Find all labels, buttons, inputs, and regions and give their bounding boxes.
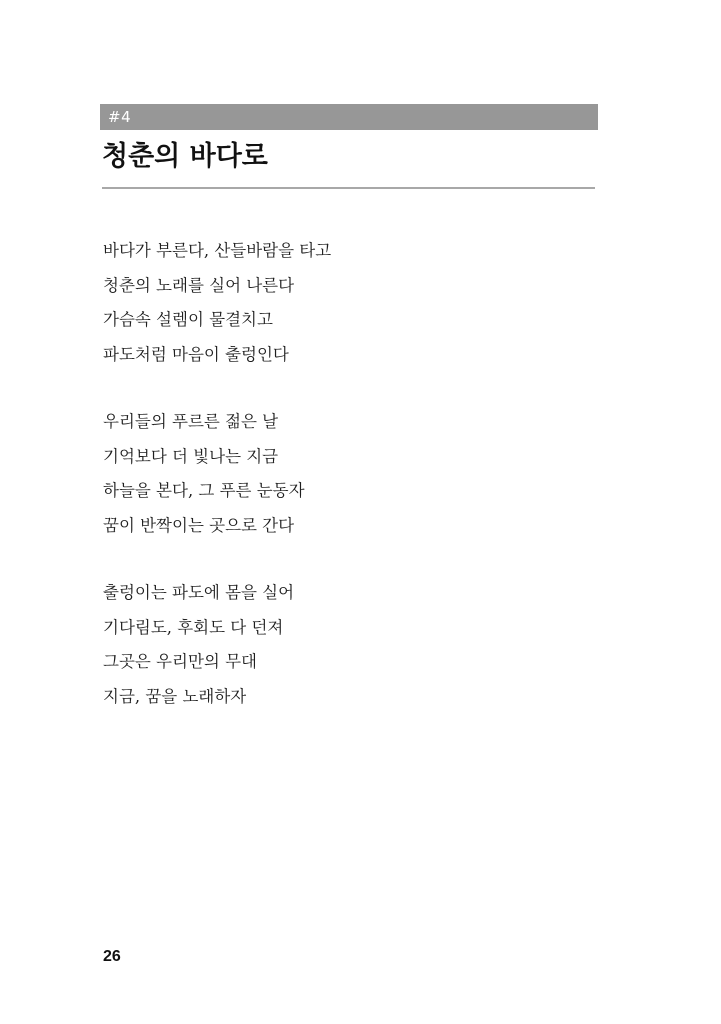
page-number: 26 xyxy=(103,948,121,965)
poem-title: 청춘의 바다로 xyxy=(102,141,268,172)
verse-line: 기다림도, 후회도 다 던져 xyxy=(103,617,284,637)
chapter-label-bar xyxy=(100,104,598,130)
verse-line: 파도처럼 마음이 출렁인다 xyxy=(103,344,289,364)
poem-body xyxy=(103,234,583,747)
stanza xyxy=(103,234,583,372)
verse-line: 하늘을 본다, 그 푸른 눈동자 xyxy=(103,481,305,500)
verse-line: 기억보다 더 빛나는 지금 xyxy=(103,446,279,466)
verse-line: 지금, 꿈을 노래하자 xyxy=(103,686,247,706)
title-divider xyxy=(102,187,595,189)
verse-line: 가슴속 설렘이 물결치고 xyxy=(103,310,273,329)
stanza xyxy=(103,576,583,714)
verse-line: 청춘의 노래를 실어 나른다 xyxy=(103,275,295,295)
verse-line: 그곳은 우리만의 무대 xyxy=(103,652,257,671)
verse-line: 우리들의 푸르른 젊은 날 xyxy=(103,412,279,431)
chapter-number: #4 xyxy=(108,108,132,126)
verse-line: 꿈이 반짝이는 곳으로 간다 xyxy=(103,515,295,535)
verse-line: 바다가 부른다, 산들바람을 타고 xyxy=(103,241,332,260)
stanza xyxy=(103,405,583,543)
verse-line: 출렁이는 파도에 몸을 실어 xyxy=(103,583,295,602)
